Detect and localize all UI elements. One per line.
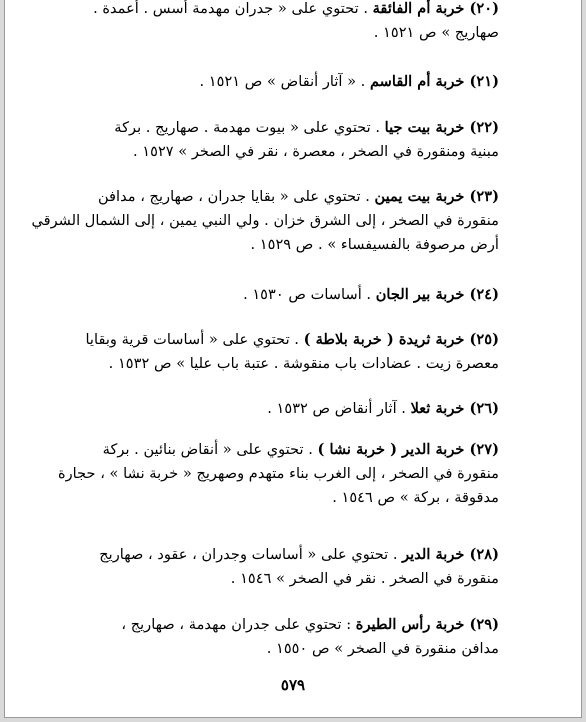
entry-text: . تحتوي على « بقايا جدران ، صهاريج ، مدافن [97,188,375,205]
entry-text: منقورة في الصخر ، إلى الشرق خزان . ولي النبي يمين ، إلى الشمال الشرقي [31,212,499,229]
entry-line [71,637,499,661]
page-number: ٥٧٩ [280,676,306,694]
entry-text: أرض مرصوفة بالفسيفساء » . ص ١٥٢٩ . [250,236,499,253]
entry-text: : تحتوي على جدران مهدمة ، صهاريج ، [121,616,356,633]
entry-line [71,613,499,637]
entry-heading: (٢٢) خربة بيت جيا [384,119,499,136]
entry-line [71,185,499,209]
entry-line [71,486,499,510]
entry-heading: (٢٣) خربة بيت يمين [374,188,499,205]
entry-heading: (٢٥) خربة ثريدة ( خربة بلاطة ) [303,331,499,348]
entry-text: معصرة زيت . عضادات باب منقوشة . عتبة باب عليا » ص ١٥٣٢ . [108,355,499,372]
entry-line [71,233,499,257]
entry-heading: (٢٩) خربة رأس الطيرة [355,616,499,633]
entry-text: . تحتوي على « أساسات وجدران ، عقود ، صهاريج [99,546,403,563]
entry-heading: (٢٦) خربة ثعلا [410,400,499,417]
entry-line [71,543,499,567]
document-page [4,0,582,718]
entry-text: . تحتوي على « بيوت مهدمة . صهاريج . بركة [114,119,385,136]
entry-text: مبنية ومنقورة في الصخر ، معصرة ، نقر في الصخر » ١٥٢٧ . [133,143,499,160]
entry-line [31,209,499,233]
entry-line [57,462,499,486]
entry-heading: (٢٤) خربة بير الجان [375,286,499,303]
entry-text: . أساسات ص ١٥٣٠ . [243,286,376,303]
entry-27 [57,438,499,510]
entry-heading: (٢٧) خربة الدير ( خربة نشا ) [317,441,499,458]
entry-text: منقورة في الصخر ، إلى الغرب بناء متهدم وصهريج « خربة نشا » ، حجارة [57,465,499,482]
entry-line [71,140,499,164]
entry-line [71,397,499,421]
entry-text: منقورة في الصخر . نقر في الصخر » ١٥٤٦ . [230,570,499,587]
entry-text: مدافن منقورة في الصخر » ص ١٥٥٠ . [266,640,499,657]
entry-28 [71,543,499,591]
entry-20 [71,0,499,45]
entry-heading: (٢٨) خربة الدير [402,546,499,563]
entry-25 [71,328,499,376]
entry-line [71,567,499,591]
entry-text: . تحتوي على « جدران مهدمة أسس . أعمدة . [93,0,373,17]
entry-text: . تحتوي على « أساسات قرية وبقايا [85,331,304,348]
entry-line [71,116,499,140]
entry-heading: (٢٠) خربة أم الفائقة [372,0,499,17]
entry-heading: (٢١) خربة أم القاسم [369,73,499,90]
entry-line [71,21,499,45]
entry-line [71,438,499,462]
entry-24 [71,283,499,307]
entry-text: مدقوقة ، بركة » ص ١٥٤٦ . [332,489,499,506]
entry-line [71,352,499,376]
entry-23 [31,185,499,257]
entry-line [71,0,499,21]
entry-29 [71,613,499,661]
entry-21 [71,70,499,94]
entry-line [71,283,499,307]
entry-text: . آثار أنقاض ص ١٥٣٢ . [267,400,411,417]
entry-text: . تحتوي على « أنقاض بنائين . بركة [102,441,318,458]
entry-text: صهاريج » ص ١٥٢١ . [373,24,499,41]
entry-text: . « آثار أنقاض » ص ١٥٢١ . [199,73,370,90]
entry-26 [71,397,499,421]
entry-line [71,328,499,352]
entry-line [71,70,499,94]
entry-22 [71,116,499,164]
